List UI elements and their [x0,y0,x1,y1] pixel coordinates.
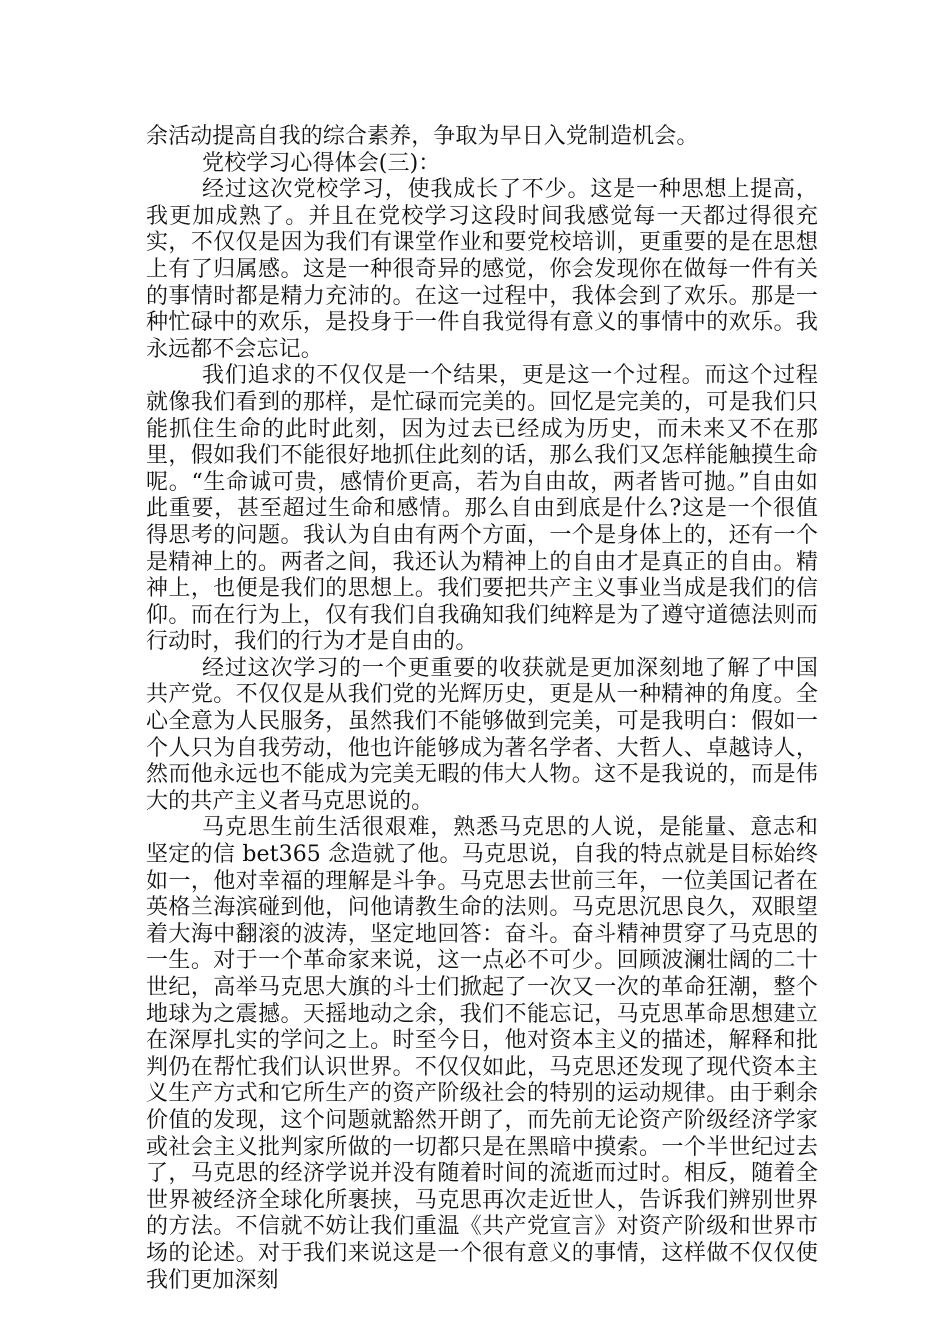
paragraph-freedom: 我们追求的不仅仅是一个结果，更是这一个过程。而这个过程就像我们看到的那样，是忙碌而完美的。回忆是完美的，可是我们只能抓住生命的此时此刻，因为过去已经成为历史，而未来又不在那里，假如我们不能很好地抓住此刻的话，那么我们又怎样能触摸生命呢。“生命诚可贵，感情价更高，若为自由故，两者皆可抛。”自由如此重要，甚至超过生命和感情。那么自由到底是什么?这是一个很值得思考的问题。我认为自由有两个方面，一个是身体上的，还有一个是精神上的。两者之间，我还认为精神上的自由才是真正的自由。精神上，也便是我们的思想上。我们要把共产主义事业当成是我们的信仰。而在行为上，仅有我们自我确知我们纯粹是为了遵守道德法则而行动时，我们的行为才是自由的。 [146,363,818,655]
paragraph-marx: 马克思生前生活很艰难，熟悉马克思的人说，是能量、意志和坚定的信 bet365 念造就了他。马克思说，自我的特点就是目标始终如一，他对幸福的理解是斗争。马克思去世前三年，一位美国记者在英格兰海滨碰到他，问他请教生命的法则。马克思沉思良久，双眼望着大海中翻滚的波涛，坚定地回答：奋斗。奋斗精神贯穿了马克思的一生。对于一个革命家来说，这一点必不可少。回顾波澜壮阔的二十世纪，高举马克思大旗的斗士们掀起了一次又一次的革命狂潮，整个地球为之震撼。天摇地动之余，我们不能忘记，马克思革命思想建立在深厚扎实的学问之上。时至今日，他对资本主义的描述，解释和批判仍在帮忙我们认识世界。不仅仅如此，马克思还发现了现代资本主义生产方式和它所生产的资产阶级社会的特别的运动规律。由于剩余价值的发现，这个问题就豁然开朗了，而先前无论资产阶级经济学家或社会主义批判家所做的一切都只是在黑暗中摸索。一个半世纪过去了，马克思的经济学说并没有随着时间的流逝而过时。相反，随着全世界被经济全球化所裹挟，马克思再次走近世人，告诉我们辨别世界的方法。不信就不妨让我们重温《共产党宣言》对资产阶级和世界市场的论述。对于我们来说这是一个很有意义的事情，这样做不仅仅使我们更加深刻 [146,815,818,1293]
document-body [146,124,818,1294]
paragraph-growth: 经过这次党校学习，使我成长了不少。这是一种思想上提高，我更加成熟了。并且在党校学习这段时间我感觉每一天都过得很充实，不仅仅是因为我们有课堂作业和要党校培训，更重要的是在思想上有了归属感。这是一种很奇异的感觉，你会发现你在做每一件有关的事情时都是精力充沛的。在这一过程中，我体会到了欢乐。那是一种忙碌中的欢乐，是投身于一件自我觉得有意义的事情中的欢乐。我永远都不会忘记。 [146,177,818,362]
paragraph-continuation: 余活动提高自我的综合素养，争取为早日入党制造机会。 [146,124,699,149]
section-heading: 党校学习心得体会(三)： [202,150,441,176]
paragraph-party-understanding: 经过这次学习的一个更重要的收获就是更加深刻地了解了中国共产党。不仅仅是从我们党的光辉历史，更是从一种精神的角度。全心全意为人民服务，虽然我们不能够做到完美，可是我明白：假如一个人只为自我劳动，他也许能够成为著名学者、大哲人、卓越诗人，然而他永远也不能成为完美无暇的伟大人物。这不是我说的，而是伟大的共产主义者马克思说的。 [146,655,818,814]
